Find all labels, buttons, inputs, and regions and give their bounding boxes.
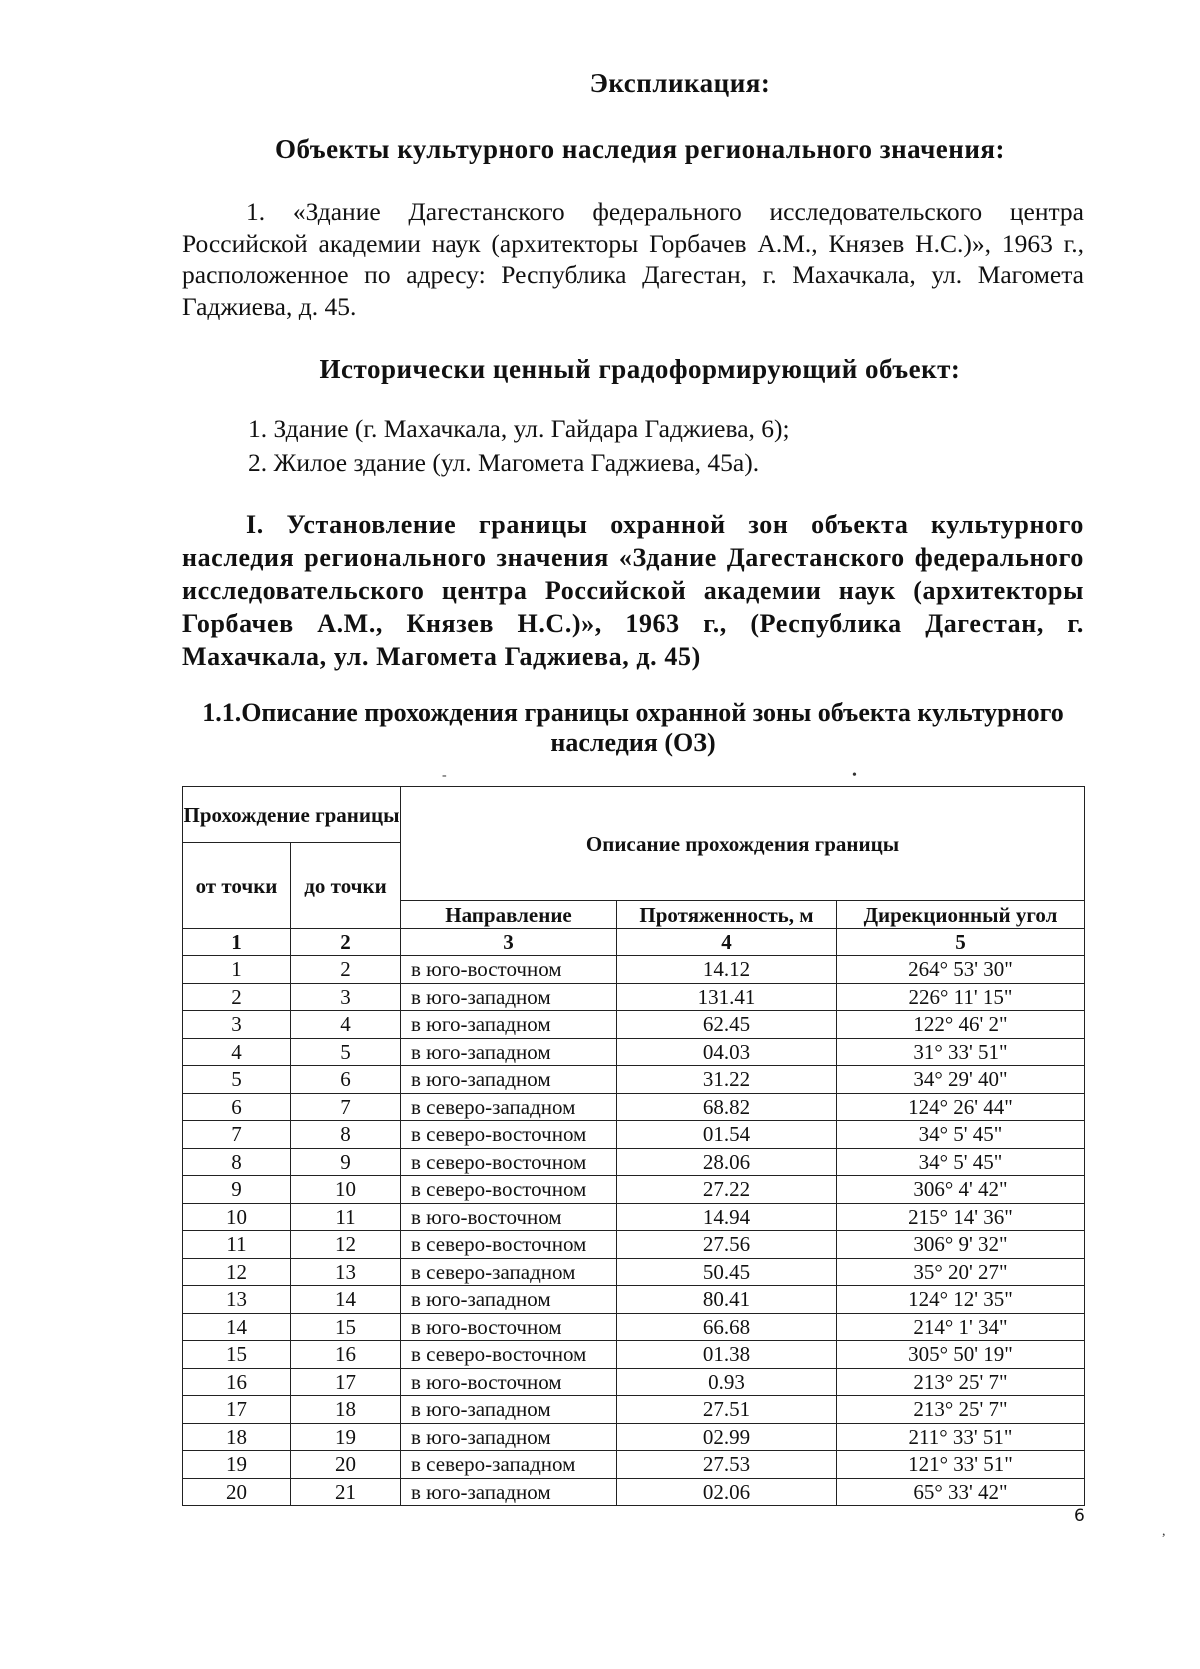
cell-from: 1 <box>183 956 291 984</box>
cell-angle: 213° 25' 7" <box>837 1396 1085 1424</box>
cell-length: 68.82 <box>617 1093 837 1121</box>
cell-length: 04.03 <box>617 1038 837 1066</box>
cell-direction: в юго-восточном <box>401 956 617 984</box>
cell-direction: в юго-западном <box>401 983 617 1011</box>
cell-angle: 31° 33' 51" <box>837 1038 1085 1066</box>
cell-from: 7 <box>183 1121 291 1149</box>
boundary-table <box>182 786 1085 1506</box>
regional-heading: Объекты культурного наследия регионального значения: <box>275 134 1005 164</box>
cell-to: 5 <box>291 1038 401 1066</box>
subsection-heading: 1.1.Описание прохождения границы охранной зоны объекта культурного наследия (ОЗ) <box>202 698 1064 757</box>
cell-to: 15 <box>291 1313 401 1341</box>
header-direction: Направление <box>401 901 617 929</box>
cell-length: 27.53 <box>617 1451 837 1479</box>
cell-direction: в юго-западном <box>401 1396 617 1424</box>
regional-item <box>182 196 1084 322</box>
cell-angle: 34° 5' 45" <box>837 1121 1085 1149</box>
table-row <box>183 1368 1085 1396</box>
cell-to: 2 <box>291 956 401 984</box>
cell-direction: в юго-восточном <box>401 1203 617 1231</box>
cell-length: 01.38 <box>617 1341 837 1369</box>
table-row <box>183 1203 1085 1231</box>
cell-from: 4 <box>183 1038 291 1066</box>
cell-length: 27.22 <box>617 1176 837 1204</box>
cell-length: 66.68 <box>617 1313 837 1341</box>
cell-length: 01.54 <box>617 1121 837 1149</box>
cell-angle: 305° 50' 19" <box>837 1341 1085 1369</box>
header-angle: Дирекционный угол <box>837 901 1085 929</box>
cell-to: 21 <box>291 1478 401 1506</box>
cell-length: 02.99 <box>617 1423 837 1451</box>
cell-to: 6 <box>291 1066 401 1094</box>
cell-angle: 211° 33' 51" <box>837 1423 1085 1451</box>
header-from: от точки <box>183 843 291 929</box>
cell-direction: в северо-восточном <box>401 1176 617 1204</box>
cell-to: 8 <box>291 1121 401 1149</box>
table-row <box>183 1231 1085 1259</box>
cell-length: 0.93 <box>617 1368 837 1396</box>
cell-direction: в юго-западном <box>401 1038 617 1066</box>
cell-length: 62.45 <box>617 1011 837 1039</box>
cell-to: 20 <box>291 1451 401 1479</box>
header-to: до точки <box>291 843 401 929</box>
cell-length: 14.94 <box>617 1203 837 1231</box>
column-number: 5 <box>837 929 1085 956</box>
cell-angle: 214° 1' 34" <box>837 1313 1085 1341</box>
section-heading <box>182 508 1084 673</box>
cell-angle: 121° 33' 51" <box>837 1451 1085 1479</box>
cell-length: 28.06 <box>617 1148 837 1176</box>
cell-direction: в северо-восточном <box>401 1148 617 1176</box>
cell-direction: в юго-западном <box>401 1286 617 1314</box>
cell-direction: в юго-восточном <box>401 1313 617 1341</box>
table-row <box>183 1258 1085 1286</box>
section-heading-text: I. Установление границы охранной зон объекта культурного наследия регионального значения «Здание Дагестанского федерального исследовательского центра Российской академии наук (архитекторы Горбачев А.М., Князев Н.С.)», 1963 г., (Республика Дагестан, г. Махачкала, ул. Магомета Гаджиева, д. 45) <box>182 510 1084 671</box>
column-number: 3 <box>401 929 617 956</box>
cell-direction: в северо-западном <box>401 1451 617 1479</box>
historic-list <box>248 412 790 480</box>
cell-length: 31.22 <box>617 1066 837 1094</box>
cell-angle: 264° 53' 30" <box>837 956 1085 984</box>
cell-angle: 122° 46' 2" <box>837 1011 1085 1039</box>
cell-to: 11 <box>291 1203 401 1231</box>
table-row <box>183 1038 1085 1066</box>
cell-from: 12 <box>183 1258 291 1286</box>
table-row <box>183 1478 1085 1506</box>
cell-to: 13 <box>291 1258 401 1286</box>
cell-from: 8 <box>183 1148 291 1176</box>
cell-from: 13 <box>183 1286 291 1314</box>
list-item: 2. Жилое здание (ул. Магомета Гаджиева, 45а). <box>248 448 760 477</box>
cell-from: 18 <box>183 1423 291 1451</box>
cell-from: 10 <box>183 1203 291 1231</box>
scan-mark: , <box>1162 1524 1166 1539</box>
table-row <box>183 1451 1085 1479</box>
cell-length: 131.41 <box>617 983 837 1011</box>
cell-direction: в юго-западном <box>401 1423 617 1451</box>
cell-length: 80.41 <box>617 1286 837 1314</box>
cell-to: 14 <box>291 1286 401 1314</box>
cell-angle: 213° 25' 7" <box>837 1368 1085 1396</box>
cell-from: 11 <box>183 1231 291 1259</box>
table-row <box>183 1066 1085 1094</box>
cell-to: 19 <box>291 1423 401 1451</box>
cell-from: 14 <box>183 1313 291 1341</box>
cell-from: 3 <box>183 1011 291 1039</box>
cell-angle: 34° 5' 45" <box>837 1148 1085 1176</box>
cell-from: 15 <box>183 1341 291 1369</box>
cell-direction: в северо-восточном <box>401 1121 617 1149</box>
cell-to: 10 <box>291 1176 401 1204</box>
regional-item-number: 1. <box>246 197 266 226</box>
cell-length: 27.51 <box>617 1396 837 1424</box>
cell-angle: 306° 4' 42" <box>837 1176 1085 1204</box>
cell-direction: в юго-западном <box>401 1478 617 1506</box>
table-row <box>183 1176 1085 1204</box>
table-row <box>183 1148 1085 1176</box>
cell-angle: 124° 26' 44" <box>837 1093 1085 1121</box>
cell-from: 17 <box>183 1396 291 1424</box>
list-item: 1. Здание (г. Махачкала, ул. Гайдара Гаджиева, 6); <box>248 414 790 443</box>
cell-to: 18 <box>291 1396 401 1424</box>
cell-length: 02.06 <box>617 1478 837 1506</box>
cell-length: 50.45 <box>617 1258 837 1286</box>
cell-direction: в юго-западном <box>401 1011 617 1039</box>
cell-length: 14.12 <box>617 956 837 984</box>
cell-from: 6 <box>183 1093 291 1121</box>
header-length: Протяженность, м <box>617 901 837 929</box>
cell-to: 3 <box>291 983 401 1011</box>
cell-direction: в юго-западном <box>401 1066 617 1094</box>
explication-title: Экспликация: <box>589 68 771 98</box>
cell-direction: в юго-восточном <box>401 1368 617 1396</box>
table-row <box>183 1313 1085 1341</box>
cell-angle: 124° 12' 35" <box>837 1286 1085 1314</box>
cell-to: 16 <box>291 1341 401 1369</box>
table-row <box>183 1341 1085 1369</box>
cell-angle: 35° 20' 27" <box>837 1258 1085 1286</box>
cell-to: 4 <box>291 1011 401 1039</box>
table-row <box>183 1011 1085 1039</box>
regional-item-text: «Здание Дагестанского федерального исследовательского центра Российской академии наук (архитекторы Горбачев А.М., Князев Н.С.)», 1963 г., расположенное по адресу: Республика Дагестан, г. Махачкала, ул. Магомета Гаджиева, д. 45. <box>182 197 1085 321</box>
header-description: Описание прохождения границы <box>401 787 1085 901</box>
cell-angle: 226° 11' 15" <box>837 983 1085 1011</box>
cell-to: 9 <box>291 1148 401 1176</box>
cell-angle: 306° 9' 32" <box>837 1231 1085 1259</box>
cell-to: 17 <box>291 1368 401 1396</box>
table-row <box>183 1286 1085 1314</box>
table-row <box>183 1121 1085 1149</box>
column-number: 2 <box>291 929 401 956</box>
historic-heading: Исторически ценный градоформирующий объект: <box>319 354 961 384</box>
cell-from: 2 <box>183 983 291 1011</box>
cell-from: 5 <box>183 1066 291 1094</box>
cell-direction: в северо-западном <box>401 1093 617 1121</box>
cell-angle: 65° 33' 42" <box>837 1478 1085 1506</box>
table-row <box>183 956 1085 984</box>
cell-direction: в северо-западном <box>401 1258 617 1286</box>
cell-from: 20 <box>183 1478 291 1506</box>
cell-length: 27.56 <box>617 1231 837 1259</box>
cell-to: 7 <box>291 1093 401 1121</box>
scan-mark: - <box>442 768 447 783</box>
column-number-row <box>183 929 1085 956</box>
cell-direction: в северо-восточном <box>401 1231 617 1259</box>
cell-to: 12 <box>291 1231 401 1259</box>
cell-from: 9 <box>183 1176 291 1204</box>
cell-from: 16 <box>183 1368 291 1396</box>
scan-mark: • <box>852 768 857 783</box>
table-row <box>183 983 1085 1011</box>
column-number: 4 <box>617 929 837 956</box>
table-row <box>183 1423 1085 1451</box>
header-passage: Прохождение границы <box>183 787 401 843</box>
cell-from: 19 <box>183 1451 291 1479</box>
table-row <box>183 1093 1085 1121</box>
cell-direction: в северо-восточном <box>401 1341 617 1369</box>
page-number: 6 <box>1074 1506 1085 1526</box>
cell-angle: 215° 14' 36" <box>837 1203 1085 1231</box>
column-number: 1 <box>183 929 291 956</box>
cell-angle: 34° 29' 40" <box>837 1066 1085 1094</box>
table-row <box>183 1396 1085 1424</box>
